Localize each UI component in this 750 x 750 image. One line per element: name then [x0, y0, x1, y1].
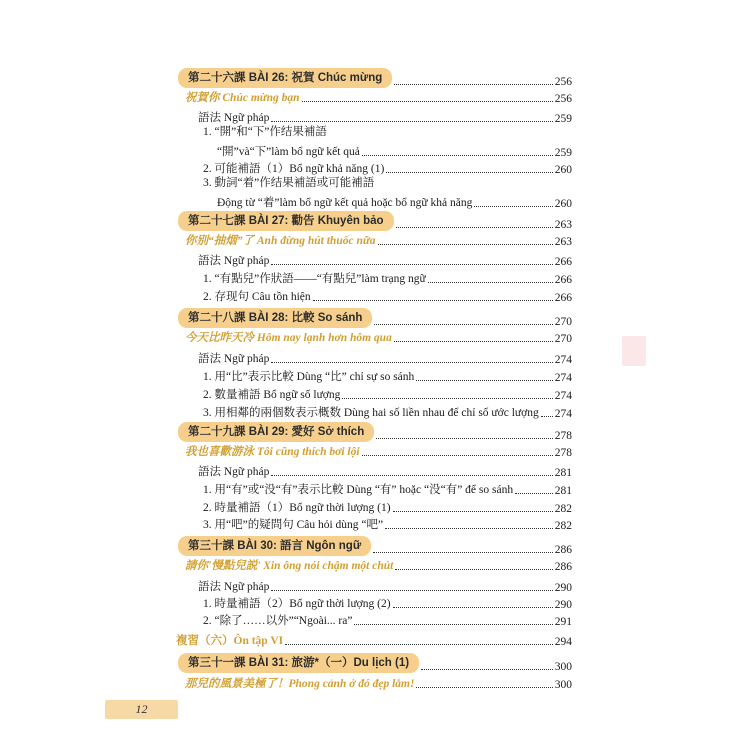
dot-leader [362, 455, 553, 456]
toc-grammar-label: 語法 Ngữ pháp [198, 581, 270, 593]
toc-item-row[interactable] [203, 286, 572, 304]
dot-leader [271, 475, 552, 476]
toc-dialog-row[interactable] [185, 87, 572, 105]
toc-page-number: 259 [554, 113, 572, 125]
toc-grammar-row[interactable] [198, 250, 572, 268]
toc-item-label: 1. “有點兒”作狀語——“有點兒”làm trạng ngữ [203, 273, 426, 285]
toc-item-row[interactable] [203, 479, 572, 497]
dot-leader [428, 282, 553, 283]
toc-item-label: 3. 用“吧”的疑問句 Câu hỏi dùng “吧” [203, 519, 384, 531]
toc-page-number: 278 [554, 430, 572, 442]
page-number: 12 [135, 702, 148, 716]
dot-leader [271, 362, 552, 363]
toc-page-number: 282 [554, 520, 572, 532]
dot-leader [271, 590, 552, 591]
toc-item-label: 2. “除了……以外”“Ngoài... ra” [203, 615, 353, 627]
dot-leader [421, 669, 553, 670]
toc-dialog-label: 你别“抽烟”了 Anh đừng hút thuốc nữa [185, 235, 376, 247]
dot-leader [396, 227, 553, 228]
toc-page-number: 300 [554, 679, 572, 691]
toc-page-number: 286 [554, 561, 572, 573]
toc-item-heading: 3. 動詞“着”作结果補語或可能補語 [203, 177, 375, 189]
dot-leader [354, 624, 552, 625]
toc-item-row[interactable] [203, 514, 572, 532]
toc-item-label: 3. 用相鄰的兩個数表示概数 Dùng hai số liền nhau để chỉ số ước lượng [203, 407, 539, 419]
toc-page-number: 286 [554, 544, 572, 556]
toc-page-number: 281 [554, 485, 572, 497]
dot-leader [395, 569, 552, 570]
toc-item-row[interactable] [203, 366, 572, 384]
dot-leader [474, 206, 552, 207]
dot-leader [386, 172, 552, 173]
toc-dialog-label: 請你'慢點兒説' Xin ông nói chậm một chút [185, 560, 394, 572]
dot-leader [385, 528, 553, 529]
toc-item-row[interactable] [203, 384, 572, 402]
toc-grammar-row[interactable] [198, 461, 572, 479]
toc-page-number: 274 [554, 408, 572, 420]
toc-page-number: 260 [554, 164, 572, 176]
toc-item-row[interactable] [203, 158, 572, 176]
page-number-box [105, 700, 178, 719]
dot-leader [416, 380, 552, 381]
toc-page-number: 259 [554, 147, 572, 159]
toc-lesson-label: 第三十一課 BÀI 31: 旅游*（一）Du lịch (1) [178, 653, 419, 673]
toc-grammar-label: 語法 Ngữ pháp [198, 255, 270, 267]
toc-lesson-label: 第二十六課 BÀI 26: 祝賀 Chúc mừng [178, 68, 392, 88]
toc-grammar-row[interactable] [198, 107, 572, 125]
toc-page-number: 291 [554, 616, 572, 628]
dot-leader [393, 511, 553, 512]
toc-lesson-row[interactable] [178, 534, 572, 556]
toc-page-number: 270 [554, 316, 572, 328]
toc-page-number: 263 [554, 236, 572, 248]
toc-item-label: 2. 時量補語（1）Bổ ngữ thời lượng (1) [203, 502, 391, 514]
toc-dialog-row[interactable] [185, 327, 572, 345]
toc-dialog-label: 今天比昨天冷 Hôm nay lạnh hơn hôm qua [185, 332, 392, 344]
dot-leader [378, 244, 553, 245]
toc-page-number: 266 [554, 292, 572, 304]
dot-leader [313, 300, 553, 301]
toc-page-number: 281 [554, 467, 572, 479]
toc-page-number: 256 [554, 76, 572, 88]
toc-lesson-row[interactable] [178, 306, 572, 328]
toc-grammar-label: 語法 Ngữ pháp [198, 466, 270, 478]
dot-leader [342, 398, 552, 399]
toc-item-row[interactable] [203, 268, 572, 286]
toc-item-row[interactable] [203, 402, 572, 420]
toc-review-label: 複習（六）Ôn tập VI [176, 635, 284, 647]
dot-leader [271, 121, 552, 122]
toc-item-label: 2. 數量補語 Bổ ngữ số lượng [203, 389, 341, 401]
toc-page-number: 256 [554, 93, 572, 105]
dot-leader [541, 416, 553, 417]
toc-item-line1 [203, 175, 374, 191]
dot-leader [285, 644, 553, 645]
toc-page-number: 274 [554, 390, 572, 402]
toc-grammar-label: 語法 Ngữ pháp [198, 353, 270, 365]
dot-leader [393, 607, 553, 608]
toc-dialog-row[interactable] [185, 441, 572, 459]
toc-page-number: 300 [554, 661, 572, 673]
toc-review-row[interactable] [176, 630, 572, 648]
dot-leader [271, 264, 552, 265]
toc-page-number: 266 [554, 274, 572, 286]
toc-lesson-row[interactable] [178, 420, 572, 442]
toc-lesson-label: 第二十八課 BÀI 28: 比較 So sánh [178, 308, 372, 328]
dot-leader [374, 324, 552, 325]
dot-leader [362, 155, 553, 156]
toc-item-label: 1. 用“比”表示比較 Dùng “比” chỉ sự so sánh [203, 371, 415, 383]
toc-item-row[interactable] [217, 192, 572, 210]
toc-page-number: 260 [554, 198, 572, 210]
toc-page-number: 278 [554, 447, 572, 459]
toc-grammar-row[interactable] [198, 576, 572, 594]
toc-lesson-label: 第三十課 BÀI 30: 語言 Ngôn ngữ [178, 536, 371, 556]
toc-dialog-row[interactable] [185, 555, 572, 573]
toc-item-line1 [203, 124, 327, 140]
dot-leader [302, 101, 553, 102]
toc-item-label: 1. 時量補語（2）Bổ ngữ thời lượng (2) [203, 598, 391, 610]
side-tab-marker [622, 336, 646, 366]
toc-item-row[interactable] [203, 593, 572, 611]
toc-page-number: 266 [554, 256, 572, 268]
toc-lesson-row[interactable] [178, 66, 572, 88]
toc-item-row[interactable] [203, 610, 572, 628]
toc-dialog-row[interactable] [185, 230, 572, 248]
dot-leader [373, 552, 553, 553]
dot-leader [394, 341, 553, 342]
toc-lesson-label: 第二十七課 BÀI 27: 勸告 Khuyên bảo [178, 211, 394, 231]
toc-item-label: 2. 可能補語（1）Bổ ngữ khả năng (1) [203, 163, 385, 175]
dot-leader [394, 84, 552, 85]
toc-page-number: 290 [554, 599, 572, 611]
toc-page-number: 274 [554, 354, 572, 366]
toc-grammar-row[interactable] [198, 348, 572, 366]
toc-lesson-label: 第二十九課 BÀI 29: 愛好 Sở thích [178, 422, 374, 442]
toc-dialog-label: 祝賀你 Chúc mừng bạn [185, 92, 300, 104]
toc-dialog-label: 我也喜歡游泳 Tôi cũng thích bơi lội [185, 446, 360, 458]
toc-item-label: 2. 存现句 Câu tồn hiện [203, 291, 311, 303]
toc-dialog-row[interactable] [185, 673, 572, 691]
toc-page-number: 290 [554, 582, 572, 594]
toc-page-number: 270 [554, 333, 572, 345]
toc-page-number: 263 [554, 219, 572, 231]
toc-item-heading: 1. “開”和“下”作结果補語 [203, 126, 327, 138]
toc-dialog-label: 那兒的風景美極了！Phong cảnh ở đó đẹp lắm! [185, 678, 415, 690]
toc-lesson-row[interactable] [178, 209, 572, 231]
toc-page-number: 282 [554, 503, 572, 515]
toc-item-label: Động từ “着”làm bổ ngữ kết quả hoặc bổ ngữ khả năng [217, 197, 473, 209]
toc-page-number: 294 [554, 636, 572, 648]
toc-item-row[interactable] [217, 141, 572, 159]
toc-item-row[interactable] [203, 497, 572, 515]
toc-grammar-label: 語法 Ngữ pháp [198, 112, 270, 124]
dot-leader [376, 438, 553, 439]
toc-page-number: 274 [554, 372, 572, 384]
toc-item-label: 1. 用“有”或“没“有”表示比較 Dùng “有” hoặc “没“有” để so sánh [203, 484, 514, 496]
toc-lesson-row[interactable] [178, 651, 572, 673]
dot-leader [416, 687, 552, 688]
toc-item-label: “開”và“下”làm bổ ngữ kết quả [217, 146, 360, 158]
dot-leader [515, 493, 553, 494]
